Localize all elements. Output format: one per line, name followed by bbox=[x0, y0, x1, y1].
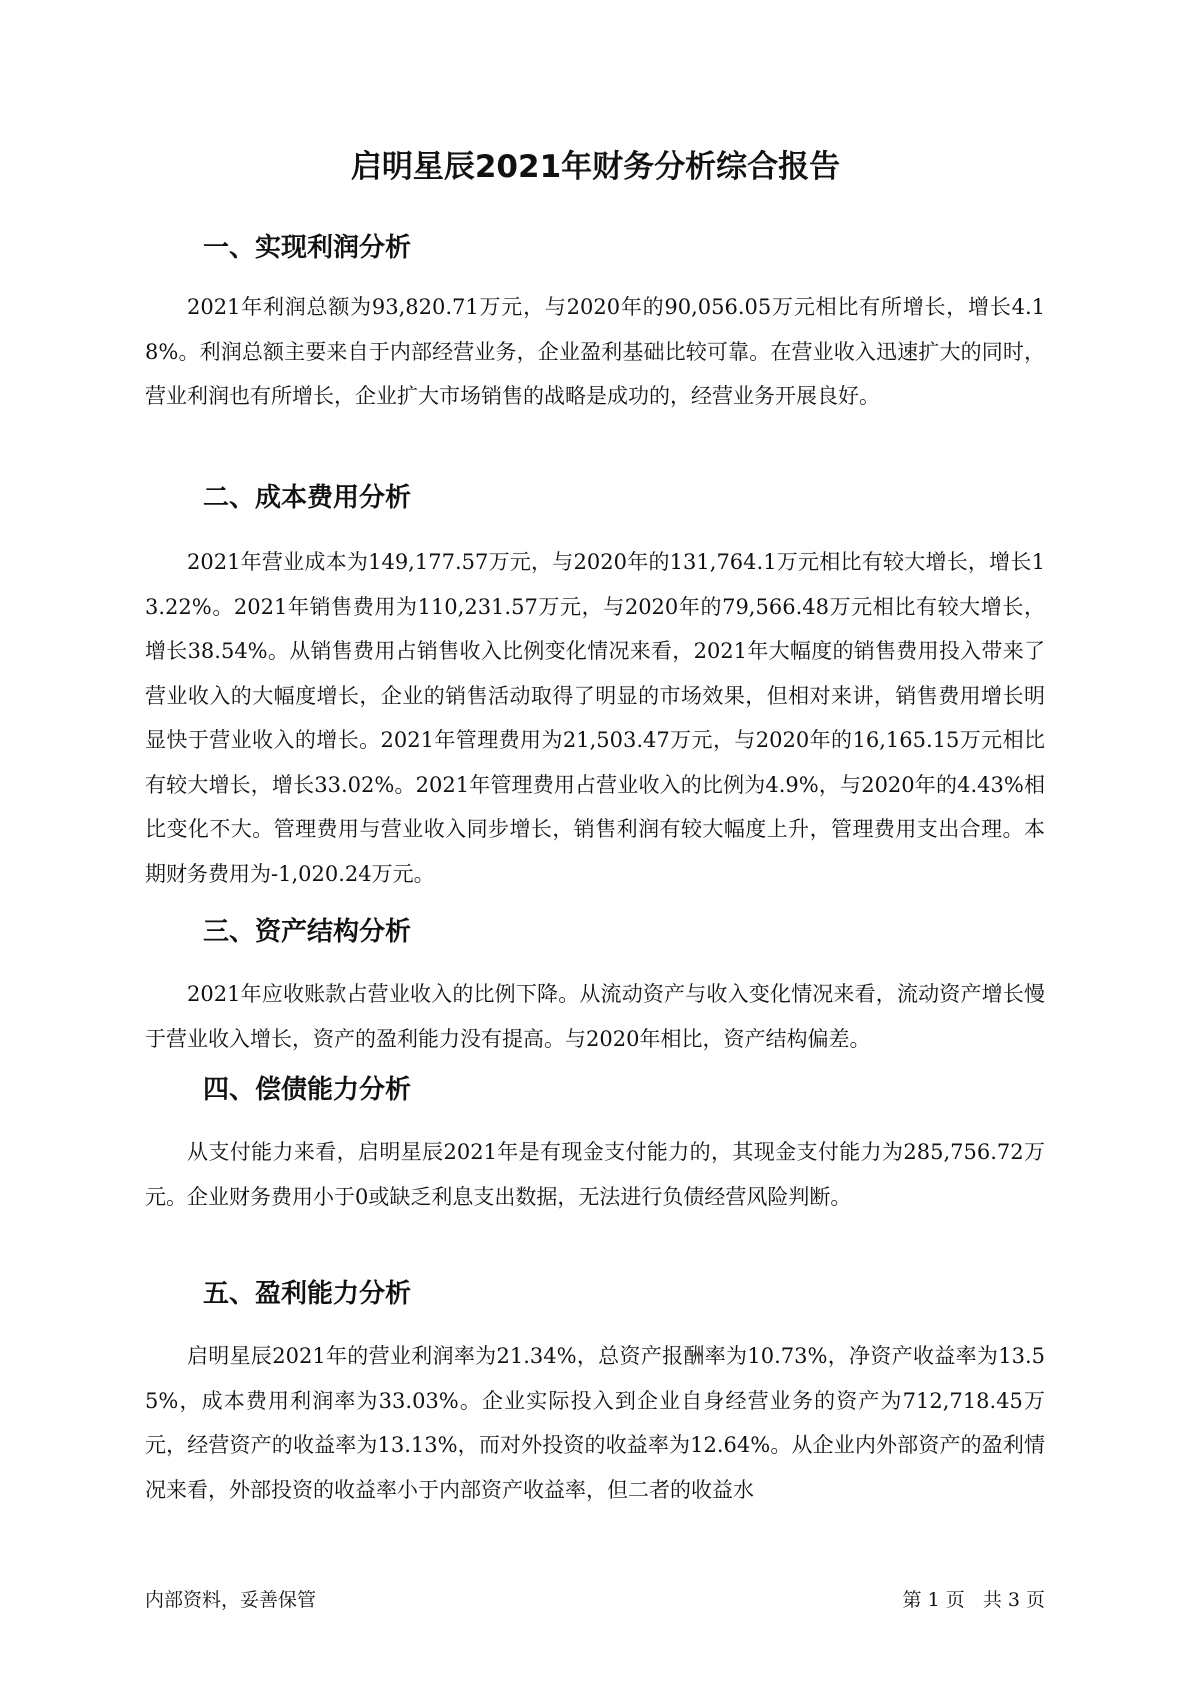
confidentiality-note: 内部资料，妥善保管 bbox=[145, 1589, 317, 1611]
section-body: 2021年营业成本为149,177.57万元，与2020年的131,764.1万元相比有较大增长，增长13.22%。2021年销售费用为110,231.57万元，与2020年的79,566.48万元相比有较大增长，增长38.54%。从销售费用占销售收入比例变化情况来看，2021年大幅度的销售费用投入带来了营业收入的大幅度增长，企业的销售活动取得了明显的市场效果，但相对来讲，销售费用增长明显快于营业收入的增长。2021年管理费用为21,503.47万元，与2020年的16,165.15万元相比有较大增长，增长33.02%。2021年管理费用占营业收入的比例为4.9%，与2020年的4.43%相比变化不大。管理费用与营业收入同步增长，销售利润有较大幅度上升，管理费用支出合理。本期财务费用为-1,020.24万元。 bbox=[145, 550, 1045, 886]
page-title: 启明星辰2021年财务分析综合报告 bbox=[350, 149, 841, 185]
section-assets bbox=[145, 912, 1045, 1061]
section-body: 2021年应收账款占营业收入的比例下降。从流动资产与收入变化情况来看，流动资产增长慢于营业收入增长，资产的盈利能力没有提高。与2020年相比，资产结构偏差。 bbox=[145, 982, 1045, 1051]
page-footer bbox=[145, 1585, 1045, 1615]
section-heading: 三、资产结构分析 bbox=[203, 917, 412, 947]
section-heading: 五、盈利能力分析 bbox=[203, 1279, 412, 1309]
section-body: 2021年利润总额为93,820.71万元，与2020年的90,056.05万元相比有所增长，增长4.18%。利润总额主要来自于内部经营业务，企业盈利基础比较可靠。在营业收入迅速扩大的同时，营业利润也有所增长，企业扩大市场销售的战略是成功的，经营业务开展良好。 bbox=[145, 295, 1045, 408]
section-body: 启明星辰2021年的营业利润率为21.34%，总资产报酬率为10.73%，净资产收益率为13.55%，成本费用利润率为33.03%。企业实际投入到企业自身经营业务的资产为712,718.45万元，经营资产的收益率为13.13%，而对外投资的收益率为12.64%。从企业内外部资产的盈利情况来看，外部投资的收益率小于内部资产收益率，但二者的收益水 bbox=[145, 1344, 1045, 1502]
page-number: 第 1 页 共 3 页 bbox=[902, 1589, 1045, 1611]
section-heading: 二、成本费用分析 bbox=[203, 483, 412, 513]
section-cost bbox=[145, 478, 1045, 896]
section-profitability bbox=[145, 1274, 1045, 1512]
section-body: 从支付能力来看，启明星辰2021年是有现金支付能力的，其现金支付能力为285,756.72万元。企业财务费用小于0或缺乏利息支出数据，无法进行负债经营风险判断。 bbox=[145, 1140, 1045, 1209]
section-heading: 一、实现利润分析 bbox=[203, 233, 412, 263]
section-profit bbox=[145, 228, 1045, 419]
section-heading: 四、偿债能力分析 bbox=[203, 1075, 412, 1105]
section-solvency bbox=[145, 1070, 1045, 1219]
